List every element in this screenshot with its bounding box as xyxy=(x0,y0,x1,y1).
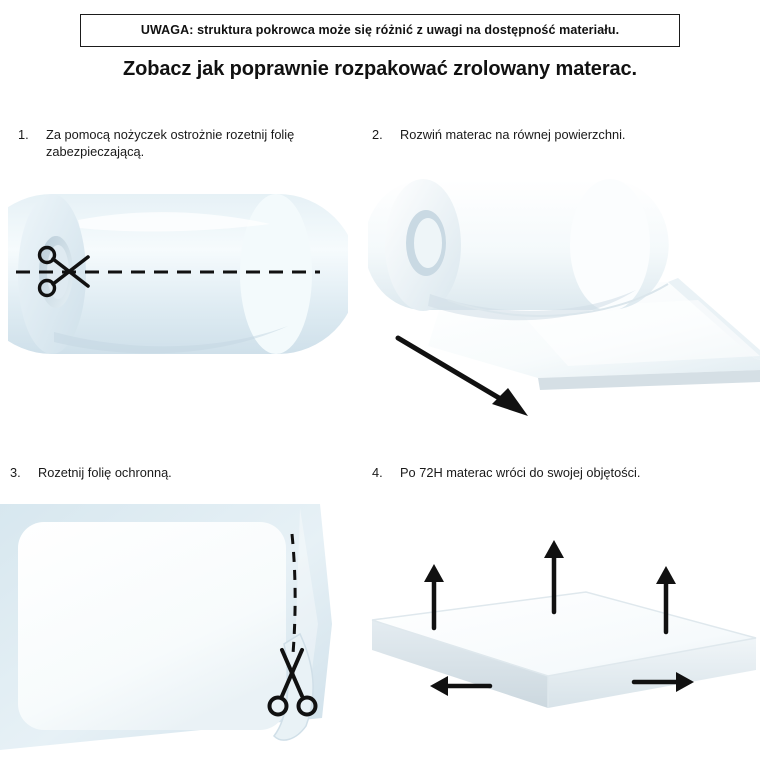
step-4-number: 4. xyxy=(372,465,383,480)
step-3-number: 3. xyxy=(10,465,21,480)
step-1-caption xyxy=(18,126,338,161)
unrolling-mattress-shape xyxy=(368,179,760,390)
rolled-mattress-shape xyxy=(8,194,348,354)
step-1-text: Za pomocą nożyczek ostrożnie rozetnij folię zabezpieczającą. xyxy=(46,127,295,160)
expanded-mattress-shape xyxy=(372,592,756,708)
page-title: Zobacz jak poprawnie rozpakować zrolowany materac. xyxy=(122,58,638,80)
step-3-text: Rozetnij folię ochronną. xyxy=(38,465,172,480)
step-2-number: 2. xyxy=(372,127,383,142)
step-1-number: 1. xyxy=(18,127,29,142)
step-2-text: Rozwiń materac na równej powierzchni. xyxy=(400,127,626,142)
step-3-caption xyxy=(10,464,340,481)
step-2-illustration xyxy=(368,160,760,440)
step-4-text: Po 72H materac wróci do swojej objętości. xyxy=(400,465,641,480)
notice-banner: UWAGA: struktura pokrowca może się różnić z uwagi na dostępność materiału. xyxy=(80,14,680,47)
step-3-illustration xyxy=(0,504,340,760)
step-1-illustration xyxy=(8,176,348,376)
step-4-illustration xyxy=(362,520,760,760)
step-4-caption xyxy=(372,464,732,481)
step-2-caption xyxy=(372,126,712,143)
